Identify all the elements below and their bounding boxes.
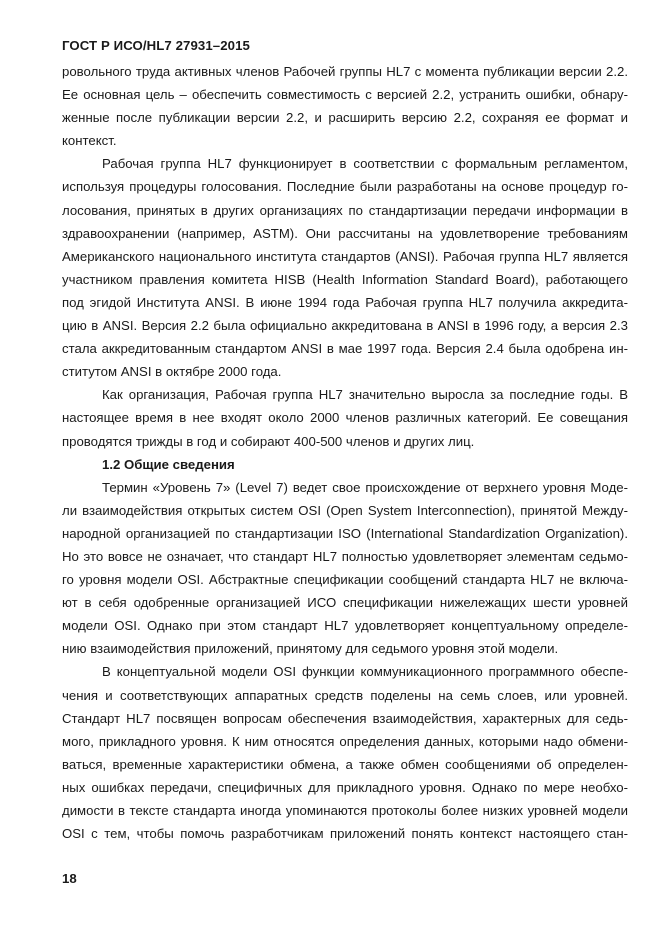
document-body (62, 60, 628, 845)
text-line: участником правления комитета HISB (Health Information Standard Board), работающего (62, 271, 628, 287)
text-line: Как организация, Рабочая группа HL7 значительно выросла за последние годы. В (102, 387, 628, 403)
text-line: ют в себя одобренные организацией ИСО спецификации нижележащих шести уровней (62, 595, 628, 611)
paragraph-organization (62, 383, 628, 452)
text-line: мого, прикладного уровня. К ним относятся определения данных, которыми надо обмени- (62, 733, 628, 749)
text-line: ных ошибках передачи, специфичных для прикладного уровня. Однако по мере необхо- (62, 779, 628, 795)
text-line: чения и соответствующих аппаратных средств поделены на семь слоев, или уровней. (62, 687, 628, 703)
text-line: модели OSI. Однако при этом стандарт HL7 удовлетворяет концептуальному определе- (62, 618, 628, 634)
text-line: стала аккредитованным стандартом ANSI в мае 1997 года. Версия 2.4 была одобрена ин- (62, 341, 628, 357)
section-heading: 1.2 Общие сведения (102, 456, 235, 472)
text-line: ли взаимодействия открытых систем OSI (Open System Interconnection), принятой Между- (62, 502, 628, 518)
text-line: цию в ANSI. Версия 2.2 была официально аккредитована в ANSI в 1996 году, а версия 2.3 (62, 318, 628, 334)
text-line: лосования, принятых в других организациях по стандартизации передачи информации в (62, 202, 628, 218)
text-line: настоящее время в нее входят около 2000 членов различных категорий. Ее совещания (62, 410, 628, 426)
text-line: здравоохранении (например, ASTM). Они рассчитаны на удовлетворение требованиям (62, 225, 628, 241)
text-line: Рабочая группа HL7 функционирует в соответствии с формальным регламентом, (102, 156, 628, 172)
page-number: 18 (62, 871, 77, 886)
paragraph-osi-model (62, 660, 628, 845)
paragraph-level7 (62, 476, 628, 661)
text-line: Ее основная цель – обеспечить совместимость с версией 2.2, устранить ошибки, обнару- (62, 87, 628, 103)
text-line: проводятся трижды в год и собирают 400-500 членов и других лиц. (62, 433, 475, 449)
text-line: ваться, временные характеристики обмена, а также обмен сообщениями об определен- (62, 756, 628, 772)
text-line: В концептуальной модели OSI функции коммуникационного программного обеспе- (102, 664, 628, 680)
text-line: используя процедуры голосования. Последние были разработаны на основе процедур го- (62, 179, 628, 195)
document-header: ГОСТ Р ИСО/HL7 27931–2015 (62, 38, 250, 53)
text-line: ровольного труда активных членов Рабочей группы HL7 с момента публикации версии 2.2. (62, 64, 628, 79)
text-line: OSI с тем, чтобы помочь разработчикам приложений понять контекст настоящего стан- (62, 826, 628, 842)
paragraph-working-group (62, 152, 628, 383)
text-line: Стандарт HL7 посвящен вопросам обеспечения взаимодействия, характерных для седь- (62, 710, 628, 726)
text-line: Термин «Уровень 7» (Level 7) ведет свое происхождение от верхнего уровня Моде- (102, 479, 628, 495)
text-line: Но это вовсе не означает, что стандарт HL7 полностью удовлетворяет элементам седьмо- (62, 548, 628, 564)
text-line: контекст. (62, 133, 117, 149)
text-line: под эгидой Института ANSI. В июне 1994 года Рабочая группа HL7 получила аккредита- (62, 294, 628, 310)
text-line: димости в тексте стандарта иногда упоминаются протоколы более низких уровней модели (62, 803, 628, 818)
text-line: женные после публикации версии 2.2, и расширить версию 2.2, сохраняя ее формат и (62, 110, 628, 126)
text-line: ститутом ANSI в октябре 2000 года. (62, 364, 282, 380)
paragraph-continuation (62, 60, 628, 152)
text-line: Американского национального института стандартов (ANSI). Рабочая группа HL7 является (62, 248, 628, 264)
text-line: нию взаимодействия приложений, принятому для седьмого уровня этой модели. (62, 641, 559, 657)
text-line: народной организацией по стандартизации ISO (International Standardization Organization). (62, 525, 628, 541)
text-line: го уровня модели OSI. Абстрактные спецификации сообщений стандарта HL7 не включа- (62, 572, 628, 588)
